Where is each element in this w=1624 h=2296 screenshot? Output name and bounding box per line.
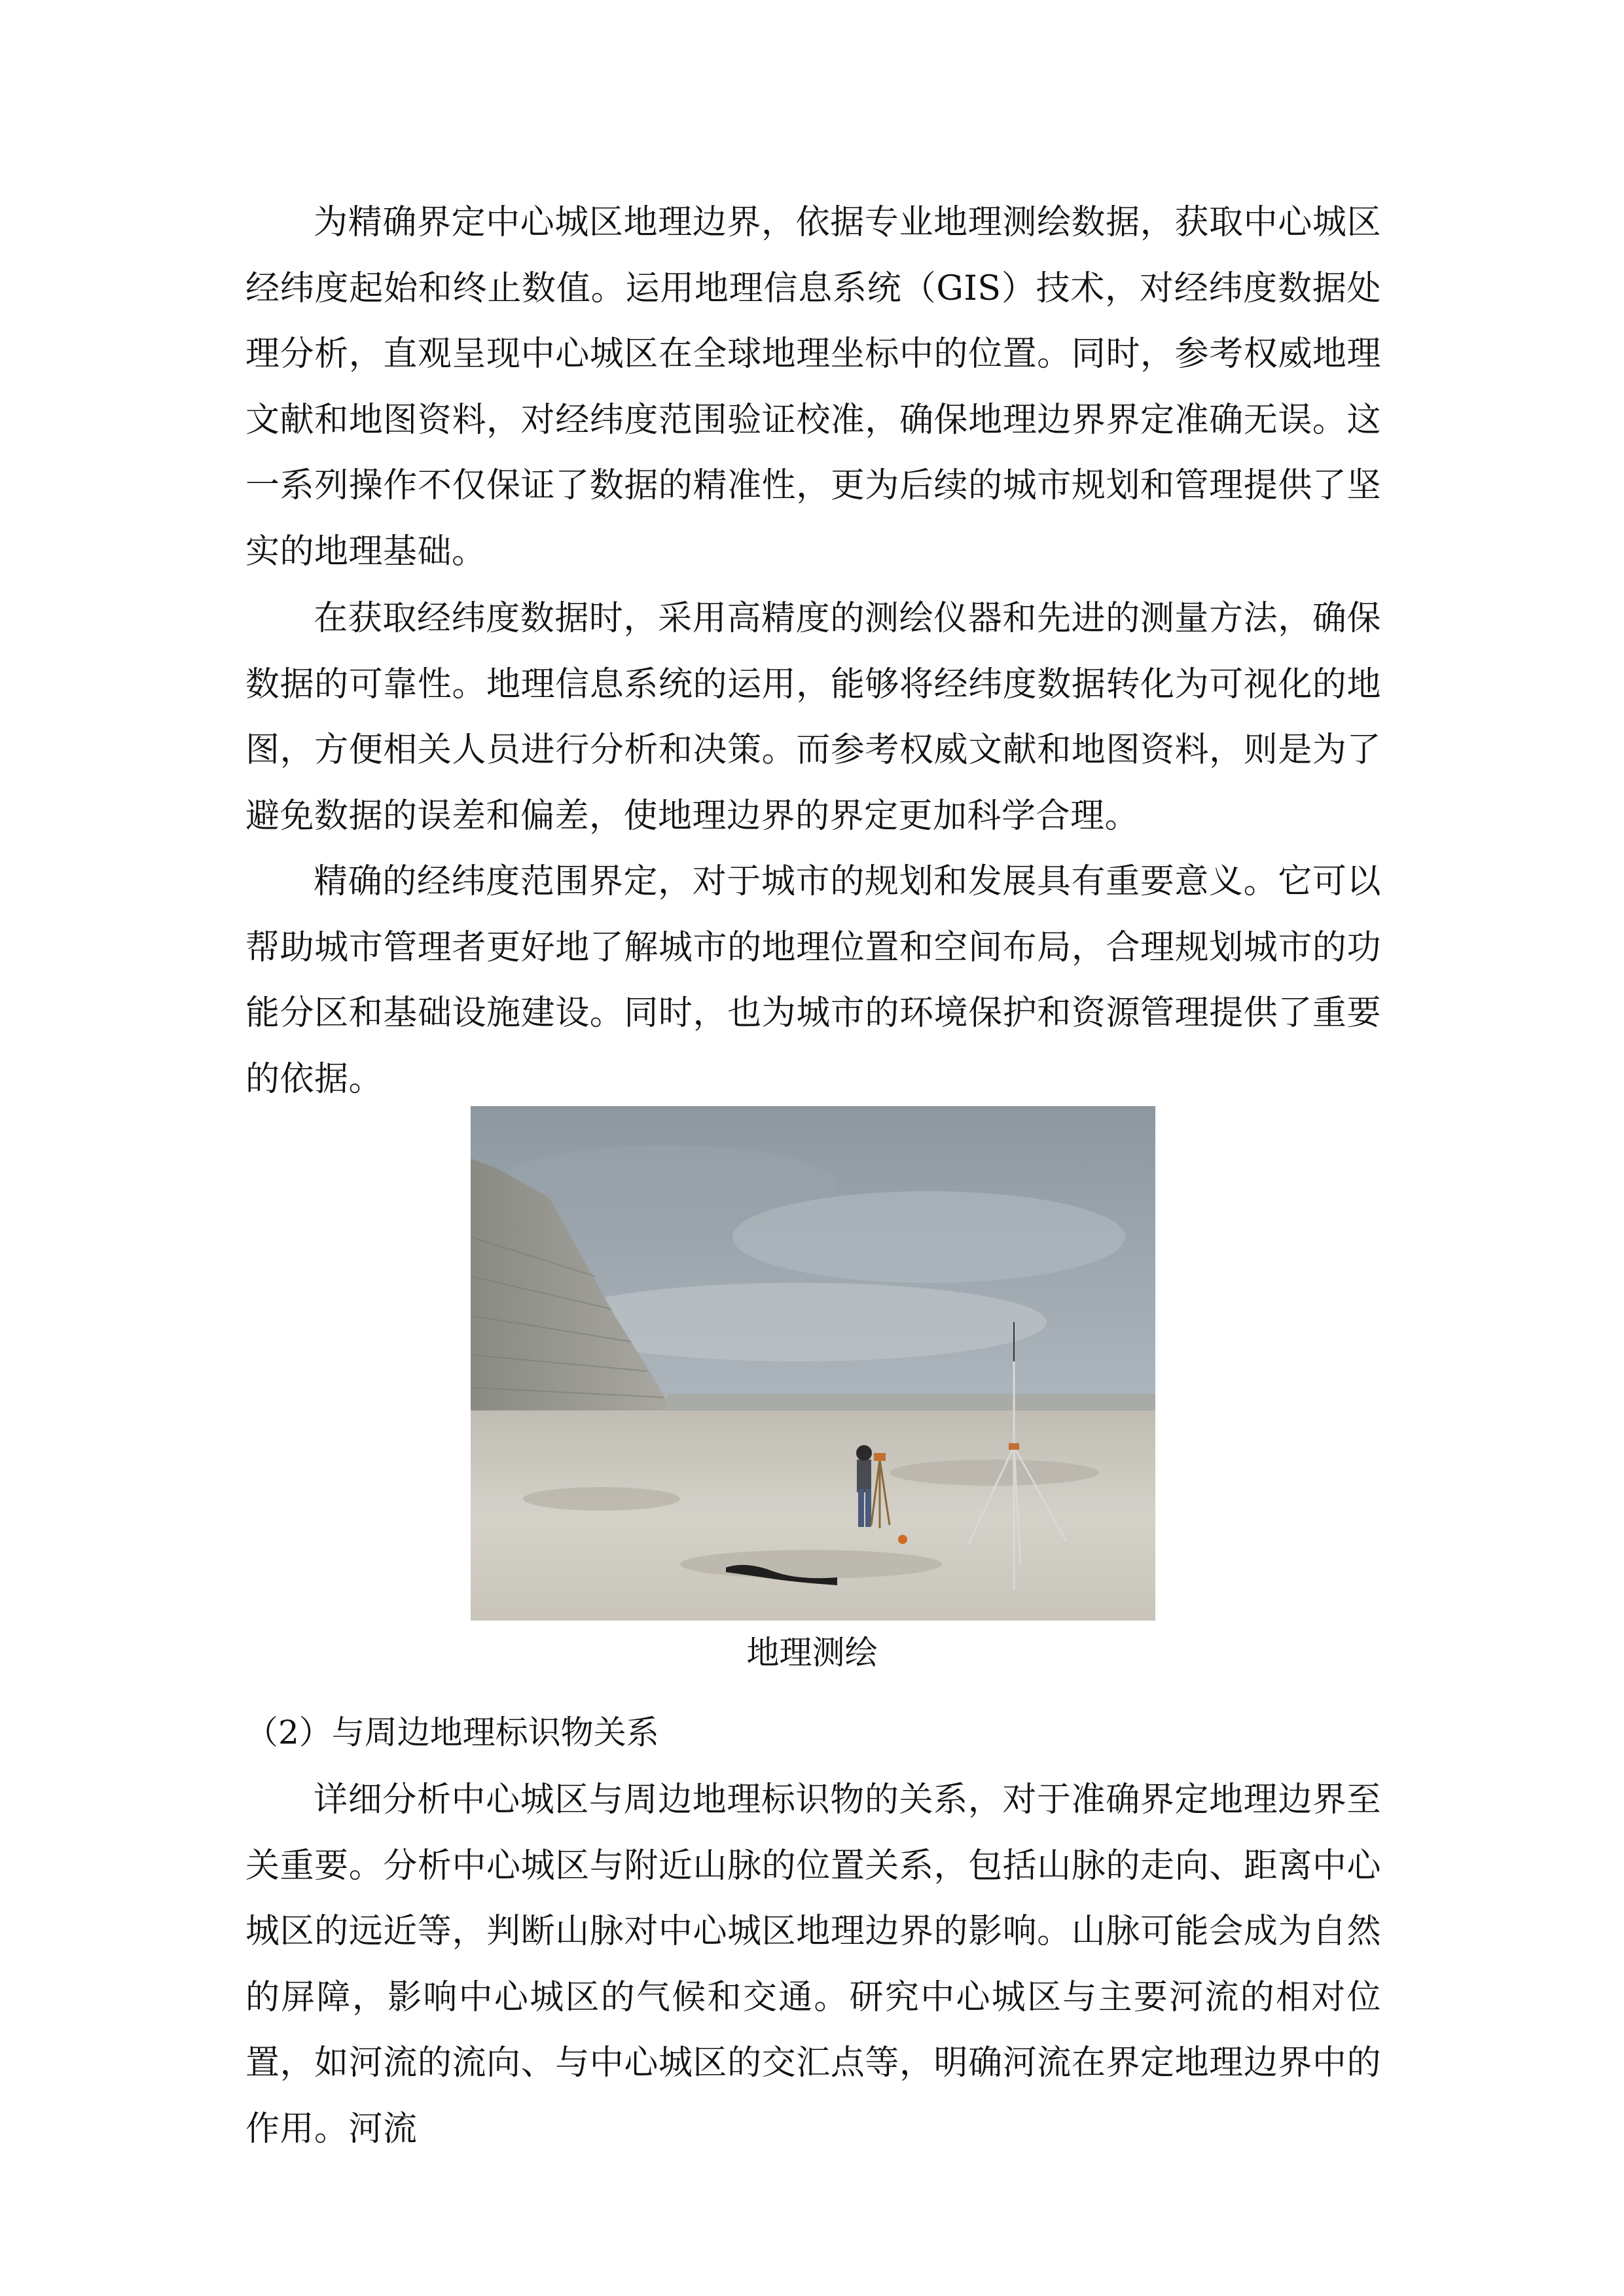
paragraph-block-2 bbox=[245, 586, 1381, 849]
figure-caption: 地理测绘 bbox=[746, 1634, 878, 1672]
paragraph-landmarks: 详细分析中心城区与周边地理标识物的关系，对于准确界定地理边界至关重要。分析中心城区与附近山脉的位置关系，包括山脉的走向、距离中心城区的远近等，判断山脉对中心城区地理边界的影响。山脉可能会成为自然的屏障，影响中心城区的气候和交通。研究中心城区与主要河流的相对位置，如河流的流向、与中心城区的交汇点等，明确河流在界定地理边界中的作用。河流 bbox=[245, 1780, 1381, 2149]
paragraph-data-acquisition: 在获取经纬度数据时，采用高精度的测绘仪器和先进的测量方法，确保数据的可靠性。地理信息系统的运用，能够将经纬度数据转化为可视化的地图，方便相关人员进行分析和决策。而参考权威文献和地图资料，则是为了避免数据的误差和偏差，使地理边界的界定更加科学合理。 bbox=[245, 599, 1381, 836]
survey-photo bbox=[471, 1106, 1155, 1621]
paragraph-block-1 bbox=[245, 190, 1381, 584]
paragraph-gis-boundary: 为精确界定中心城区地理边界，依据专业地理测绘数据，获取中心城区经纬度起始和终止数值。运用地理信息系统（GIS）技术，对经纬度数据处理分析，直观呈现中心城区在全球地理坐标中的位置。同时，参考权威地理文献和地图资料，对经纬度范围验证校准，确保地理边界界定准确无误。这一系列操作不仅保证了数据的精准性，更为后续的城市规划和管理提供了坚实的地理基础。 bbox=[245, 203, 1381, 571]
paragraph-block-3 bbox=[245, 849, 1381, 1112]
paragraph-significance: 精确的经纬度范围界定，对于城市的规划和发展具有重要意义。它可以帮助城市管理者更好地了解城市的地理位置和空间布局，合理规划城市的功能分区和基础设施建设。同时，也为城市的环境保护和资源管理提供了重要的依据。 bbox=[245, 862, 1381, 1099]
section-heading: （2）与周边地理标识物关系 bbox=[245, 1713, 659, 1751]
paragraph-block-4 bbox=[245, 1767, 1381, 2162]
